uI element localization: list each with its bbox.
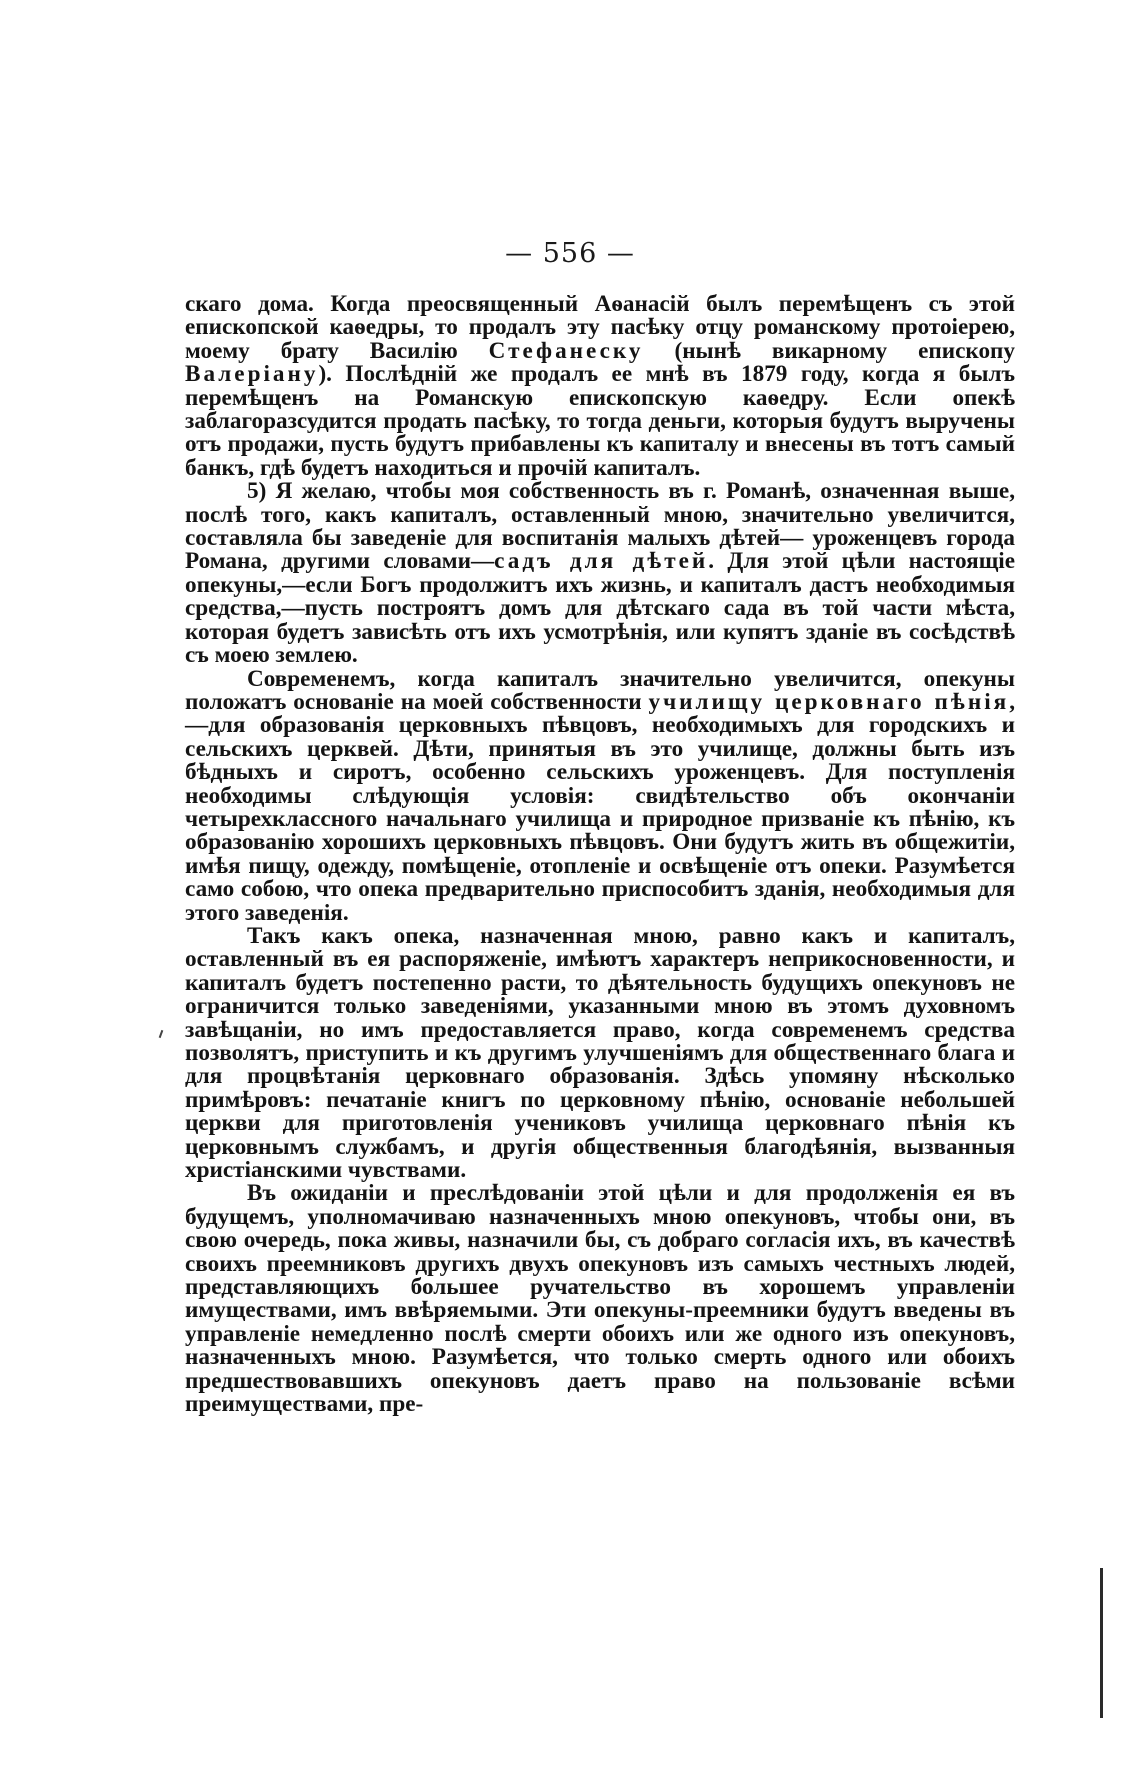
text-segment-spaced: училищу церковнаго пѣнія — [648, 688, 1010, 715]
text-segment: . Для этой цѣли настоящіе опекуны,—если Богъ продолжитъ ихъ жизнь, и капиталъ дастъ необходимыя средства,—пусть построятъ домъ для дѣтскаго сада въ той части мѣста, которая будетъ зависѣть отъ ихъ усмотрѣнія, или купятъ зданіе въ сосѣдствѣ съ моею землею. — [185, 548, 1015, 669]
text-segment: ,—для образованія церковныхъ пѣвцовъ, необходимыхъ для городскихъ и сельскихъ церквей. Дѣти, принятыя въ это училище, должны быть изъ бѣдныхъ и сиротъ, особенно сельскихъ уроженцевъ. Для поступленія необходимы слѣдующія условія: свидѣтельство объ окончаніи четырехклассного начальнаго училища и природное призваніе къ пѣнію, къ образованію хорошихъ церковныхъ пѣвцовъ. Они будутъ жить въ общежитіи, имѣя пищу, одежду, помѣщеніе, отопленіе и освѣщеніе отъ опеки. Разумѣется само собою, что опека предварительно приспособитъ зданія, необходимыя для этого заведенія. — [185, 688, 1015, 926]
text-segment: Такъ какъ опека, назначенная мною, равно какъ и капиталъ, оставленный въ ея распоряженіе, имѣютъ характеръ неприкосновенности, и капиталъ будетъ постепенно расти, то дѣятельность будущихъ опекуновъ не ограничится только заведеніями, указанными мною въ этомъ духовномъ завѣщаніи, но имъ предоставляется право, когда современемъ средства позволятъ, приступить и къ другимъ улучшеніямъ для общественнаго блага и для процвѣтанія церковнаго образованія. Здѣсь упомяну нѣсколько примѣровъ: печатаніе книгъ по церковному пѣнію, основаніе небольшей церкви для приготовленія учениковъ училища церковнаго пѣнія къ церковнымъ службамъ, и другія общественныя благодѣянія, вызванныя христіанскими чувствами. — [185, 922, 1015, 1184]
page-number: — 556 — — [505, 238, 635, 269]
paragraph-5 — [185, 1182, 1015, 1416]
text-segment: Современемъ, когда капиталъ значительно увеличится, опекуны положатъ основаніе на моей собственности — [185, 665, 1015, 715]
text-segment: Въ ожиданіи и преслѣдованіи этой цѣли и для продолженія ея въ будущемъ, уполномачиваю назначенныхъ мною опекуновъ, чтобы они, въ свою очередь, пока живы, назначили бы, съ добраго согласія ихъ, въ качествѣ своихъ преемниковъ другихъ двухъ опекуновъ изъ самыхъ честныхъ людей, представляющихъ большее ручательство въ хорошемъ управленіи имуществами, имъ ввѣряемыми. Эти опекуны-преемники будутъ введены въ управленіе немедленно послѣ смерти обоихъ или же одного изъ опекуновъ, назначенныхъ мною. Разумѣется, что только смерть одного или обоихъ предшествовавшихъ опекуновъ даетъ право на пользованіе всѣми преимуществами, пре- — [185, 1180, 1015, 1418]
paragraph-1 — [185, 293, 1015, 480]
text-segment: ). Послѣдній же продалъ ее мнѣ въ 1879 году, когда я былъ перемѣщенъ на Романскую епископскую каѳедру. Если опекѣ заблагоразсудится продать пасѣку, то тогда деньги, которыя будутъ выручены отъ продажи, пусть будутъ прибавлены къ капиталу и внесены въ тотъ самый банкъ, гдѣ будетъ находиться и прочій капиталъ. — [185, 361, 1015, 481]
text-segment: (нынѣ викарному епископу — [643, 337, 1015, 364]
body-text — [185, 293, 1015, 1417]
text-segment-spaced: Стефанеску — [488, 337, 644, 364]
paragraph-2 — [185, 480, 1015, 667]
margin-tick-mark — [159, 1030, 164, 1038]
paragraph-4 — [185, 922, 1015, 1184]
text-segment: 5) Я желаю, чтобы моя собственность въ г. Романѣ, означенная выше, послѣ того, какъ капиталъ, оставленный мною, значительно увеличится, составляла бы заведеніе для воспитанія малыхъ дѣтей— уроженцевъ города Романа, другими словами— — [185, 478, 1015, 575]
paragraph-3 — [185, 665, 1015, 926]
text-segment-spaced: садъ для дѣтей — [494, 548, 709, 575]
margin-line-mark — [1100, 1568, 1103, 1718]
text-segment: скаго дома. Когда преосвященный Аѳанасій былъ перемѣщенъ съ этой епископской каѳедры, то продалъ эту пасѣку отцу романскому протоіерею, моему брату Василію — [185, 291, 1015, 364]
text-segment-spaced: Валеріану — [185, 361, 319, 388]
